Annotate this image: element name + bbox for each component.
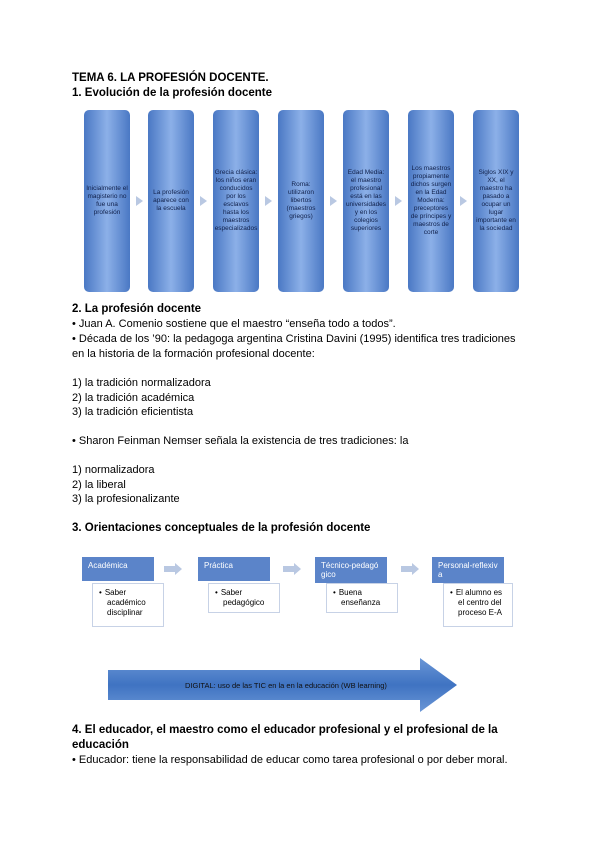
detail-text: Saber bbox=[220, 588, 243, 597]
evolution-box-6 bbox=[408, 110, 454, 292]
detail-text: enseñanza bbox=[341, 598, 381, 607]
page-title: TEMA 6. LA PROFESIÓN DOCENTE. bbox=[72, 72, 269, 84]
arrow-right-icon bbox=[460, 196, 467, 206]
section2-heading: 2. La profesión docente bbox=[72, 303, 202, 315]
section4-heading-line1: 4. El educador, el maestro como el educador profesional y el profesional de la bbox=[72, 724, 498, 736]
arrow-right-icon bbox=[265, 196, 272, 206]
orientation-practica-detail: • Saber pedagógico bbox=[208, 583, 280, 613]
evolution-box-7-text: Siglos XIX y XX, el maestro ha pasado a ocupar un lugar importante en la sociedad bbox=[476, 169, 516, 232]
evolution-box-2 bbox=[148, 110, 194, 292]
orientation-tecnico-detail: • Buena enseñanza bbox=[326, 583, 398, 613]
detail-text: Saber bbox=[104, 588, 127, 597]
orientation-academica: Académica bbox=[82, 557, 154, 581]
evolution-box-2-text: La profesión aparece con la escuela bbox=[153, 189, 189, 212]
davini-list-item: 1) la tradición normalizadora bbox=[72, 377, 211, 389]
detail-text: académico bbox=[107, 598, 146, 607]
davini-bullet-line1: • Década de los ’90: la pedagoga argentina Cristina Davini (1995) identifica tres tradiciones bbox=[72, 333, 516, 345]
davini-bullet-line2: en la historia de la formación profesional docente: bbox=[72, 348, 315, 360]
evolution-box-4-text: Roma: utilizaron libertos (maestros griegos) bbox=[286, 181, 316, 220]
section1-heading: 1. Evolución de la profesión docente bbox=[72, 87, 273, 99]
section4-heading-line2: educación bbox=[72, 739, 129, 751]
evolution-box-5 bbox=[343, 110, 389, 292]
nemser-bullet: • Sharon Feinman Nemser señala la existencia de tres tradiciones: la bbox=[72, 435, 409, 447]
davini-list-item: 3) la tradición eficientista bbox=[72, 406, 194, 418]
arrow-right-icon bbox=[395, 196, 402, 206]
orientation-personal: Personal-reflexiv a bbox=[432, 557, 504, 583]
arrow-right-icon bbox=[283, 563, 301, 575]
evolution-box-1 bbox=[84, 110, 130, 292]
arrow-right-icon bbox=[200, 196, 207, 206]
educador-bullet: • Educador: tiene la responsabilidad de educar como tarea profesional o por deber moral. bbox=[72, 754, 508, 766]
orientation-practica: Práctica bbox=[198, 557, 270, 581]
arrow-right-icon bbox=[401, 563, 419, 575]
detail-text: Buena bbox=[338, 588, 362, 597]
orientation-academica-detail: • Saber académico disciplinar bbox=[92, 583, 164, 627]
orientation-tecnico: Técnico-pedagó gico bbox=[315, 557, 387, 583]
detail-text: el centro del bbox=[458, 598, 502, 607]
nemser-list-item: 2) la liberal bbox=[72, 479, 126, 491]
detail-text: disciplinar bbox=[107, 608, 143, 617]
evolution-box-3 bbox=[213, 110, 259, 292]
nemser-list-item: 1) normalizadora bbox=[72, 464, 155, 476]
evolution-box-1-text: Inicialmente el magisterio no fue una profesión bbox=[86, 185, 128, 216]
evolution-box-4 bbox=[278, 110, 324, 292]
digital-label: DIGITAL: uso de las TIC en la en la educación (WB learning) bbox=[185, 681, 387, 690]
orientation-personal-detail: • El alumno es el centro del proceso E-A bbox=[443, 583, 513, 627]
arrow-right-icon bbox=[330, 196, 337, 206]
evolution-box-5-text: Edad Media: el maestro profesional está en las universidades y en los colegios superiores bbox=[345, 169, 387, 232]
arrow-right-icon bbox=[164, 563, 182, 575]
detail-text: proceso E-A bbox=[458, 608, 503, 617]
detail-text: El alumno es bbox=[455, 588, 503, 597]
comenio-bullet: • Juan A. Comenio sostiene que el maestro “enseña todo a todos”. bbox=[72, 318, 396, 330]
evolution-box-7 bbox=[473, 110, 519, 292]
davini-list-item: 2) la tradición académica bbox=[72, 392, 195, 404]
evolution-box-3-text: Grecia clásica: los niños eran conducidos por los esclavos hasta los maestros especializados bbox=[214, 169, 258, 232]
section3-heading: 3. Orientaciones conceptuales de la profesión docente bbox=[72, 522, 371, 534]
detail-text: pedagógico bbox=[223, 598, 265, 607]
arrow-right-icon bbox=[136, 196, 143, 206]
nemser-list-item: 3) la profesionalizante bbox=[72, 493, 180, 505]
evolution-box-6-text: Los maestros propiamente dichos surgen en la Edad Moderna: preceptores de príncipes y maestros de corte bbox=[410, 165, 452, 236]
